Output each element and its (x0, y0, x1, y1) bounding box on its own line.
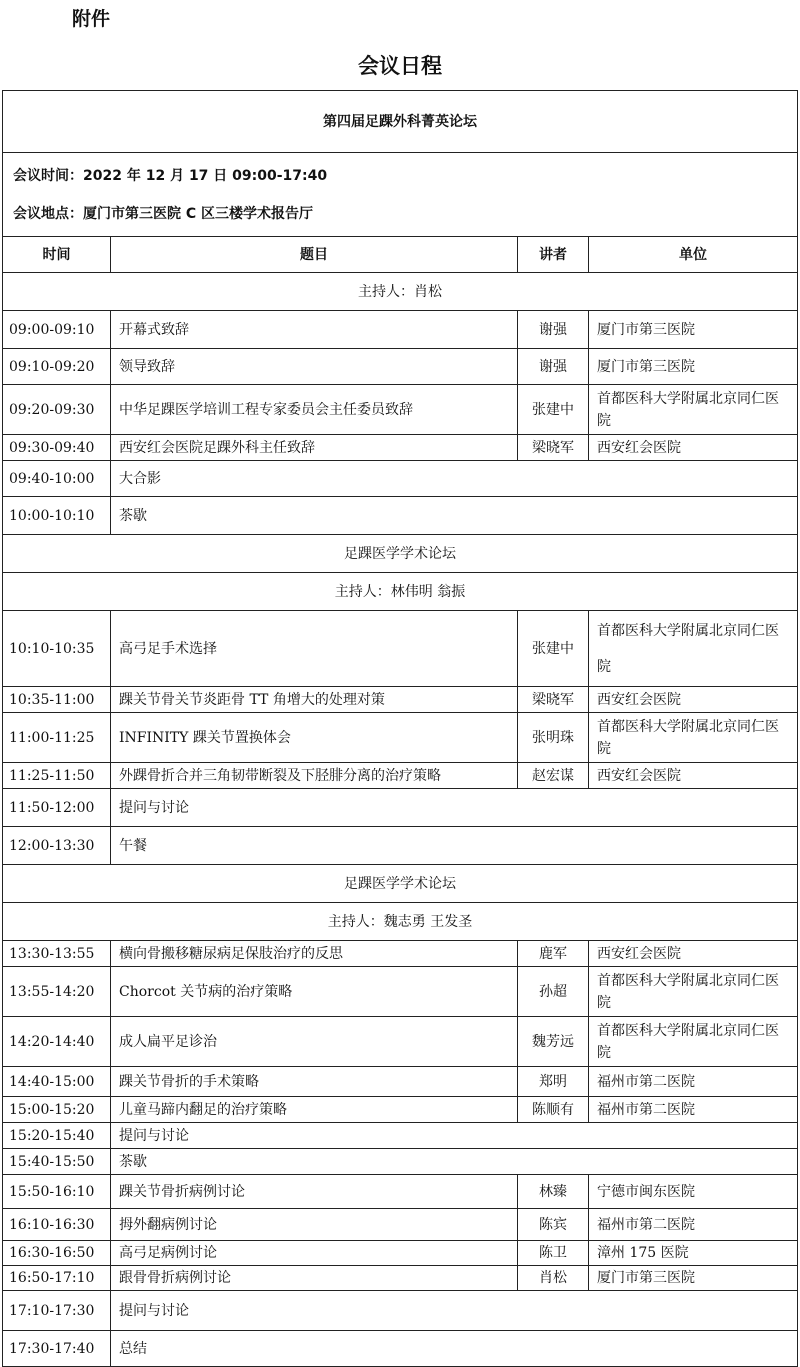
topic-cell: 成人扁平足诊治 (111, 1017, 518, 1067)
schedule-row (3, 497, 798, 535)
schedule-row (3, 1097, 798, 1123)
topic-cell: 领导致辞 (111, 349, 518, 385)
time-cell: 15:20-15:40 (3, 1123, 111, 1149)
time-cell: 16:10-16:30 (3, 1209, 111, 1241)
column-header-unit: 单位 (589, 237, 798, 273)
section-row (3, 903, 798, 941)
time-cell: 16:50-17:10 (3, 1266, 111, 1291)
unit-cell: 首都医科大学附属北京同仁医院 (589, 713, 798, 763)
topic-cell: 踝关节骨折的手术策略 (111, 1067, 518, 1097)
time-cell: 14:20-14:40 (3, 1017, 111, 1067)
unit-cell: 首都医科大学附属北京同仁医院 (589, 967, 798, 1017)
topic-cell: 高弓足手术选择 (111, 611, 518, 687)
schedule-row (3, 1017, 798, 1067)
topic-cell: 提问与讨论 (111, 789, 798, 827)
schedule-row (3, 789, 798, 827)
section-title: 主持人：林伟明 翁振 (3, 573, 798, 611)
speaker-cell: 赵宏谋 (518, 763, 589, 789)
time-cell: 11:25-11:50 (3, 763, 111, 789)
topic-cell: 总结 (111, 1331, 798, 1367)
forum-name: 第四届足踝外科菁英论坛 (3, 91, 798, 153)
schedule-row (3, 827, 798, 865)
topic-cell: 提问与讨论 (111, 1123, 798, 1149)
unit-cell: 宁德市闽东医院 (589, 1175, 798, 1209)
time-cell: 10:35-11:00 (3, 687, 111, 713)
meeting-place: 会议地点：厦门市第三医院 C 区三楼学术报告厅 (13, 205, 314, 222)
meeting-info-row (3, 153, 798, 237)
topic-cell: 外踝骨折合并三角韧带断裂及下胫腓分离的治疗策略 (111, 763, 518, 789)
time-cell: 17:30-17:40 (3, 1331, 111, 1367)
time-cell: 09:10-09:20 (3, 349, 111, 385)
speaker-cell: 张建中 (518, 385, 589, 435)
schedule-row (3, 687, 798, 713)
topic-cell: 西安红会医院足踝外科主任致辞 (111, 435, 518, 461)
schedule-row (3, 763, 798, 789)
speaker-cell: 魏芳远 (518, 1017, 589, 1067)
schedule-row (3, 1123, 798, 1149)
section-row (3, 535, 798, 573)
schedule-table (2, 90, 798, 1367)
meeting-time: 会议时间：2022 年 12 月 17 日 09:00-17:40 (13, 167, 328, 184)
unit-cell: 福州市第二医院 (589, 1097, 798, 1123)
topic-cell: 高弓足病例讨论 (111, 1241, 518, 1266)
schedule-row (3, 1067, 798, 1097)
unit-cell: 厦门市第三医院 (589, 311, 798, 349)
unit-cell: 厦门市第三医院 (589, 349, 798, 385)
topic-cell: 跟骨骨折病例讨论 (111, 1266, 518, 1291)
speaker-cell: 张明珠 (518, 713, 589, 763)
topic-cell: 茶歇 (111, 1149, 798, 1175)
topic-cell: 儿童马蹄内翻足的治疗策略 (111, 1097, 518, 1123)
speaker-cell: 林臻 (518, 1175, 589, 1209)
time-cell: 09:40-10:00 (3, 461, 111, 497)
time-cell: 09:20-09:30 (3, 385, 111, 435)
time-cell: 09:30-09:40 (3, 435, 111, 461)
speaker-cell: 鹿军 (518, 941, 589, 967)
speaker-cell: 肖松 (518, 1266, 589, 1291)
speaker-cell: 张建中 (518, 611, 589, 687)
time-cell: 12:00-13:30 (3, 827, 111, 865)
topic-cell: 踝关节骨关节炎距骨 TT 角增大的处理对策 (111, 687, 518, 713)
time-cell: 15:40-15:50 (3, 1149, 111, 1175)
topic-cell: 拇外翻病例讨论 (111, 1209, 518, 1241)
unit-cell: 漳州 175 医院 (589, 1241, 798, 1266)
document-title: 会议日程 (358, 54, 442, 78)
section-title: 主持人：肖松 (3, 273, 798, 311)
schedule-row (3, 1175, 798, 1209)
forum-title-row (3, 91, 798, 153)
schedule-row (3, 1266, 798, 1291)
time-cell: 11:50-12:00 (3, 789, 111, 827)
unit-cell: 首都医科大学附属北京同仁医院 (589, 1017, 798, 1067)
topic-cell: 横向骨搬移糖尿病足保肢治疗的反思 (111, 941, 518, 967)
schedule-row (3, 611, 798, 687)
column-header-topic: 题目 (111, 237, 518, 273)
time-cell: 13:30-13:55 (3, 941, 111, 967)
schedule-row (3, 1331, 798, 1367)
speaker-cell: 陈宾 (518, 1209, 589, 1241)
topic-cell: 午餐 (111, 827, 798, 865)
unit-cell: 福州市第二医院 (589, 1209, 798, 1241)
schedule-row (3, 713, 798, 763)
unit-cell: 西安红会医院 (589, 763, 798, 789)
section-row (3, 273, 798, 311)
speaker-cell: 谢强 (518, 311, 589, 349)
section-row (3, 865, 798, 903)
column-header-speaker: 讲者 (518, 237, 589, 273)
time-cell: 14:40-15:00 (3, 1067, 111, 1097)
schedule-row (3, 967, 798, 1017)
schedule-row (3, 461, 798, 497)
topic-cell: 开幕式致辞 (111, 311, 518, 349)
schedule-row (3, 941, 798, 967)
time-cell: 11:00-11:25 (3, 713, 111, 763)
topic-cell: 踝关节骨折病例讨论 (111, 1175, 518, 1209)
time-cell: 10:10-10:35 (3, 611, 111, 687)
schedule-row (3, 1291, 798, 1331)
unit-cell: 西安红会医院 (589, 687, 798, 713)
topic-cell: 茶歇 (111, 497, 798, 535)
schedule-row (3, 1241, 798, 1266)
topic-cell: Chorcot 关节病的治疗策略 (111, 967, 518, 1017)
schedule-row (3, 1209, 798, 1241)
speaker-cell: 陈卫 (518, 1241, 589, 1266)
attachment-label: 附件 (72, 8, 111, 30)
unit-cell: 西安红会医院 (589, 435, 798, 461)
time-cell: 09:00-09:10 (3, 311, 111, 349)
column-header-time: 时间 (3, 237, 111, 273)
topic-cell: 提问与讨论 (111, 1291, 798, 1331)
schedule-row (3, 311, 798, 349)
speaker-cell: 孙超 (518, 967, 589, 1017)
topic-cell: INFINITY 踝关节置换体会 (111, 713, 518, 763)
schedule-row (3, 349, 798, 385)
schedule-row (3, 1149, 798, 1175)
time-cell: 15:00-15:20 (3, 1097, 111, 1123)
time-cell: 17:10-17:30 (3, 1291, 111, 1331)
section-title: 主持人：魏志勇 王发圣 (3, 903, 798, 941)
schedule-row (3, 435, 798, 461)
speaker-cell: 梁晓军 (518, 687, 589, 713)
meeting-info (3, 153, 798, 237)
schedule-row (3, 385, 798, 435)
unit-cell: 福州市第二医院 (589, 1067, 798, 1097)
unit-cell: 首都医科大学附属北京同仁医院 (589, 385, 798, 435)
section-title: 足踝医学学术论坛 (3, 865, 798, 903)
time-cell: 13:55-14:20 (3, 967, 111, 1017)
topic-cell: 中华足踝医学培训工程专家委员会主任委员致辞 (111, 385, 518, 435)
unit-cell: 厦门市第三医院 (589, 1266, 798, 1291)
speaker-cell: 谢强 (518, 349, 589, 385)
unit-cell: 西安红会医院 (589, 941, 798, 967)
speaker-cell: 梁晓军 (518, 435, 589, 461)
time-cell: 15:50-16:10 (3, 1175, 111, 1209)
time-cell: 10:00-10:10 (3, 497, 111, 535)
section-title: 足踝医学学术论坛 (3, 535, 798, 573)
unit-cell: 首都医科大学附属北京同仁医院 (589, 611, 798, 687)
section-row (3, 573, 798, 611)
time-cell: 16:30-16:50 (3, 1241, 111, 1266)
table-header-row (3, 237, 798, 273)
topic-cell: 大合影 (111, 461, 798, 497)
speaker-cell: 陈顺有 (518, 1097, 589, 1123)
speaker-cell: 郑明 (518, 1067, 589, 1097)
